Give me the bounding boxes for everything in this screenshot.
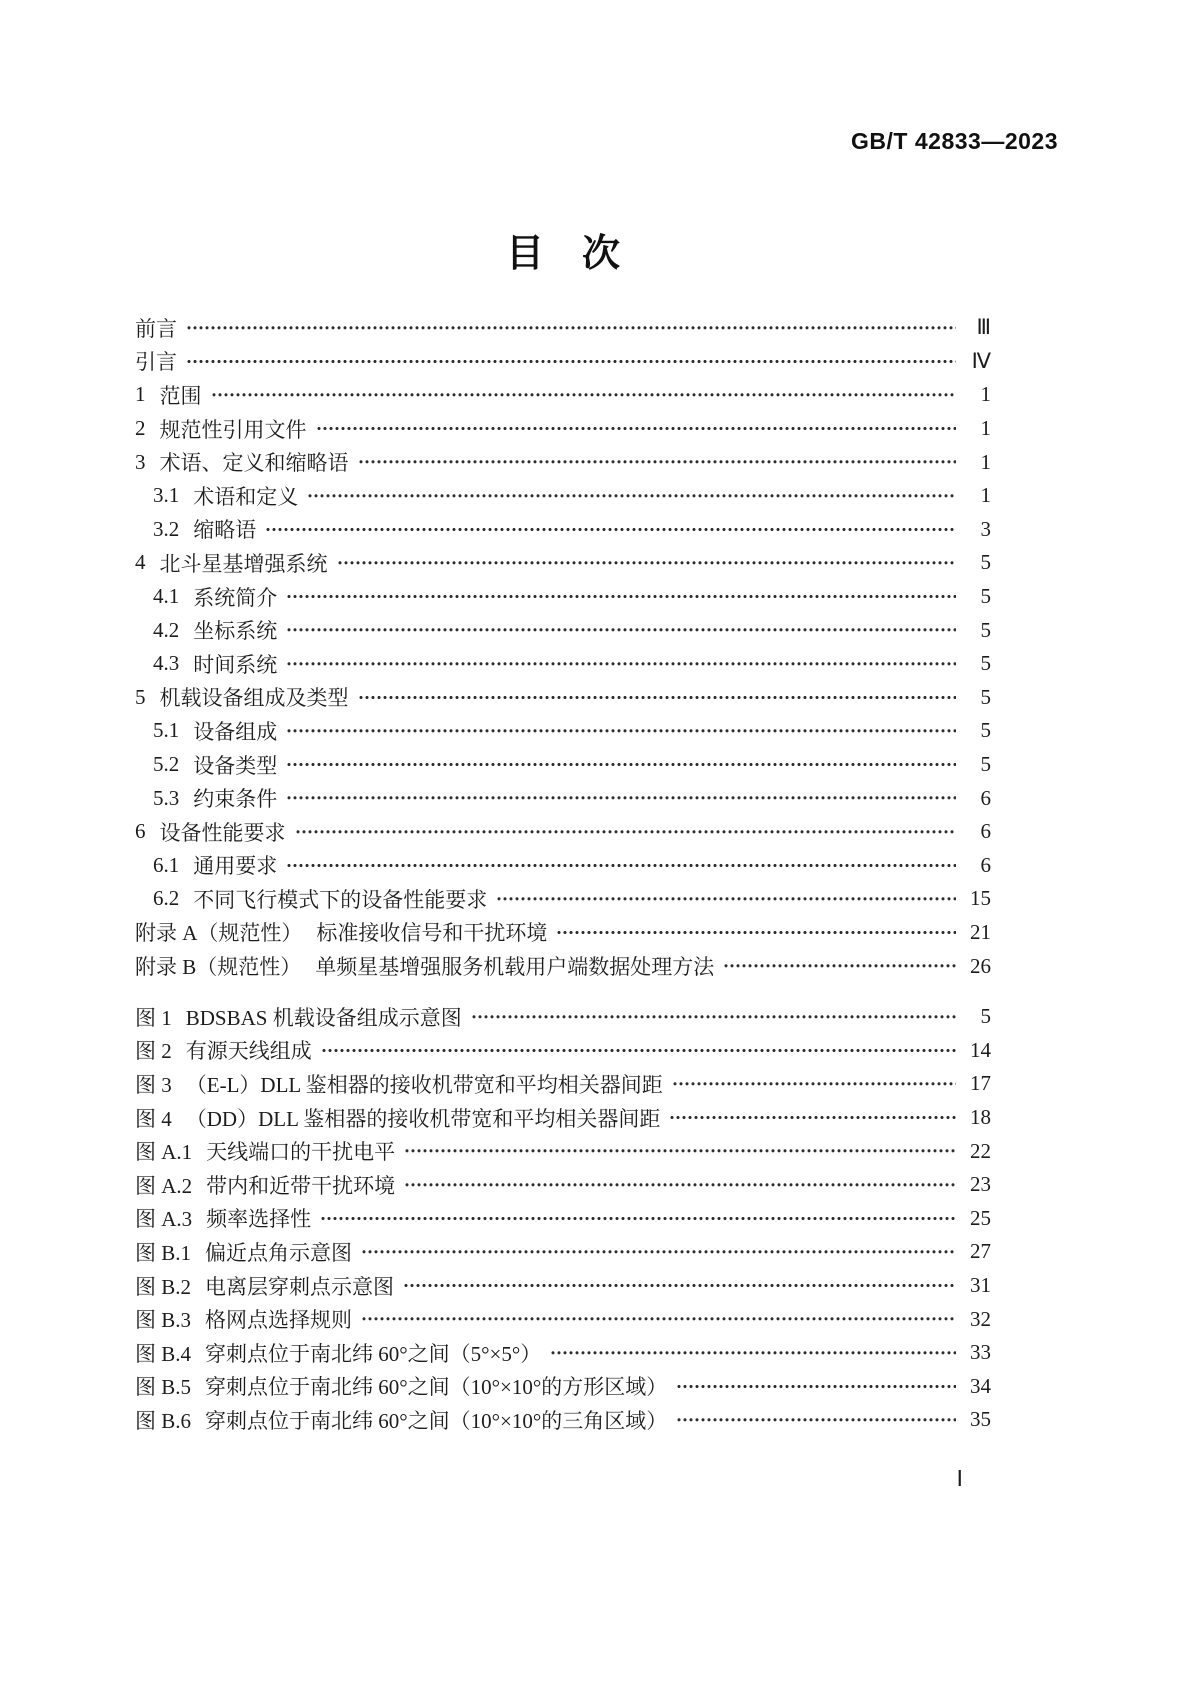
figure-entry-title: 穿刺点位于南北纬 60°之间（10°×10°的方形区域） xyxy=(205,1375,668,1400)
toc-entry-page-number: 5 xyxy=(980,651,991,676)
toc-entry-row xyxy=(135,882,991,916)
figure-entry-number: 图 1 xyxy=(135,1005,172,1030)
dot-leader xyxy=(361,1302,956,1336)
dot-leader xyxy=(403,1269,956,1303)
standard-number: GB/T 42833—2023 xyxy=(851,128,1058,154)
figure-entry-page-number: 35 xyxy=(970,1407,991,1432)
toc-entry-title: 标准接收信号和干扰环境 xyxy=(316,921,548,946)
toc-entry-row xyxy=(135,580,991,614)
toc-entry-title: 坐标系统 xyxy=(193,619,278,644)
toc-entry-page-number: 5 xyxy=(980,718,991,743)
figure-entry-number: 图 B.3 xyxy=(135,1308,192,1333)
toc-entry-number: 5.3 xyxy=(153,785,180,810)
toc-entry-row xyxy=(135,345,991,379)
toc-entry-page-number: 5 xyxy=(980,752,991,777)
toc-entry-page-number: 3 xyxy=(980,516,991,541)
dot-leader xyxy=(316,412,957,446)
toc-entry-row xyxy=(135,479,991,513)
toc-entry-page-number: 6 xyxy=(980,819,991,844)
toc-entry-page-number: 1 xyxy=(980,416,991,441)
figure-entry-title: 带内和近带干扰环境 xyxy=(206,1173,396,1198)
dot-leader xyxy=(307,479,956,513)
toc-entry-number: 附录 A（规范性） xyxy=(135,921,303,946)
dot-leader xyxy=(321,1034,956,1068)
figure-entry-row xyxy=(135,1101,991,1135)
dot-leader xyxy=(286,748,956,782)
toc-entry-title: 规范性引用文件 xyxy=(159,417,307,442)
dot-leader xyxy=(358,681,957,715)
dot-leader xyxy=(286,714,956,748)
toc-entry-number: 6.1 xyxy=(153,852,180,877)
dot-leader xyxy=(556,916,956,950)
toc-entry-row xyxy=(135,546,991,580)
toc-entry-title: 设备性能要求 xyxy=(159,820,286,845)
toc-list xyxy=(135,311,991,983)
dot-leader xyxy=(723,949,956,983)
figure-entry-title: 天线端口的干扰电平 xyxy=(206,1140,396,1165)
toc-entry-title: 缩略语 xyxy=(193,518,257,543)
toc-entry-title: 约束条件 xyxy=(193,787,278,812)
figure-entry-row xyxy=(135,1000,991,1034)
toc-entry-row xyxy=(135,311,991,345)
dot-leader xyxy=(358,445,957,479)
dot-leader xyxy=(211,378,957,412)
toc-entry-row xyxy=(135,681,991,715)
toc-entry-row xyxy=(135,378,991,412)
dot-leader xyxy=(295,815,957,849)
figure-entry-row xyxy=(135,1235,991,1269)
toc-entry-page-number: 5 xyxy=(980,617,991,642)
dot-leader xyxy=(320,1202,956,1236)
figure-entry-number: 图 B.2 xyxy=(135,1274,192,1299)
figure-entry-row xyxy=(135,1269,991,1303)
toc-entry-title: 通用要求 xyxy=(193,854,278,879)
figure-entry-number: 图 B.4 xyxy=(135,1341,192,1366)
toc-entry-page-number: 5 xyxy=(980,684,991,709)
figure-entry-number: 图 A.2 xyxy=(135,1173,193,1198)
figure-entry-row xyxy=(135,1168,991,1202)
toc-entry-page-number: 1 xyxy=(980,483,991,508)
toc-entry-page-number: 5 xyxy=(980,584,991,609)
page-title: 目 次 xyxy=(505,233,620,275)
toc-entry-row xyxy=(135,613,991,647)
toc-entry-number: 5.2 xyxy=(153,752,180,777)
figure-entry-number: 图 A.3 xyxy=(135,1207,193,1232)
toc-entry-page-number: 6 xyxy=(980,852,991,877)
figure-entry-row xyxy=(135,1134,991,1168)
toc-entry-number: 附录 B（规范性） xyxy=(135,955,302,980)
figure-entry-page-number: 14 xyxy=(970,1037,991,1062)
toc-entry-row xyxy=(135,412,991,446)
figure-entry-number: 图 A.1 xyxy=(135,1140,193,1165)
dot-leader xyxy=(337,546,957,580)
toc-entry-number: 4 xyxy=(135,550,146,575)
toc-entry-title: 术语和定义 xyxy=(193,484,299,509)
figure-entry-number: 图 2 xyxy=(135,1039,172,1064)
figure-entry-page-number: 17 xyxy=(970,1071,991,1096)
dot-leader xyxy=(186,311,956,345)
toc-entry-row xyxy=(135,714,991,748)
toc-entry-page-number: 5 xyxy=(980,550,991,575)
toc-entry-title: 前言 xyxy=(135,316,177,341)
toc-entry-row xyxy=(135,849,991,883)
figure-entry-page-number: 31 xyxy=(970,1273,991,1298)
dot-leader xyxy=(550,1336,956,1370)
figure-entry-row xyxy=(135,1403,991,1437)
dot-leader xyxy=(676,1370,956,1404)
dot-leader xyxy=(669,1101,956,1135)
toc-entry-title: 系统简介 xyxy=(193,585,278,610)
dot-leader xyxy=(286,781,956,815)
toc-entry-title: 范围 xyxy=(159,383,202,408)
figure-entry-title: 穿刺点位于南北纬 60°之间（5°×5°） xyxy=(205,1341,542,1366)
figure-entry-page-number: 23 xyxy=(970,1172,991,1197)
dot-leader xyxy=(496,882,956,916)
toc-entry-number: 6.2 xyxy=(153,886,180,911)
figure-entry-title: BDSBAS 机载设备组成示意图 xyxy=(185,1005,462,1030)
figure-entry-number: 图 B.5 xyxy=(135,1375,192,1400)
figure-toc-list xyxy=(135,1000,991,1437)
figure-entry-page-number: 25 xyxy=(970,1205,991,1230)
toc-entry-title: 单频星基增强服务机载用户端数据处理方法 xyxy=(315,955,715,980)
figure-entry-title: 穿刺点位于南北纬 60°之间（10°×10°的三角区域） xyxy=(205,1408,668,1433)
figure-entry-page-number: 32 xyxy=(970,1306,991,1331)
toc-entry-number: 3 xyxy=(135,449,146,474)
dot-leader xyxy=(186,345,956,379)
toc-entry-title: 北斗星基增强系统 xyxy=(159,551,328,576)
toc-entry-row xyxy=(135,949,991,983)
figure-entry-row xyxy=(135,1370,991,1404)
dot-leader xyxy=(286,580,956,614)
toc-entry-number: 4.2 xyxy=(153,617,180,642)
toc-entry-number: 6 xyxy=(135,819,146,844)
toc-entry-row xyxy=(135,647,991,681)
toc-entry-title: 引言 xyxy=(135,350,177,375)
dot-leader xyxy=(471,1000,956,1034)
toc-entry-page-number: 6 xyxy=(980,785,991,810)
figure-entry-page-number: 22 xyxy=(970,1138,991,1163)
figure-entry-title: 格网点选择规则 xyxy=(205,1308,353,1333)
toc-entry-page-number: Ⅳ xyxy=(971,348,991,373)
figure-entry-title: 偏近点角示意图 xyxy=(205,1240,353,1265)
toc-entry-row xyxy=(135,916,991,950)
toc-entry-title: 术语、定义和缩略语 xyxy=(159,451,349,476)
dot-leader xyxy=(361,1235,956,1269)
figure-entry-page-number: 34 xyxy=(970,1373,991,1398)
toc-entry-number: 5.1 xyxy=(153,718,180,743)
toc-entry-title: 机载设备组成及类型 xyxy=(159,686,349,711)
figure-entry-number: 图 B.1 xyxy=(135,1240,192,1265)
toc-entry-title: 不同飞行模式下的设备性能要求 xyxy=(193,887,488,912)
figure-entry-number: 图 3 xyxy=(135,1072,172,1097)
toc-entry-row xyxy=(135,748,991,782)
figure-entry-title: 有源天线组成 xyxy=(185,1039,312,1064)
toc-entry-row xyxy=(135,781,991,815)
figure-entry-number: 图 4 xyxy=(135,1106,172,1131)
figure-entry-title: （E-L）DLL 鉴相器的接收机带宽和平均相关器间距 xyxy=(185,1072,663,1097)
figure-entry-row xyxy=(135,1336,991,1370)
figure-entry-row xyxy=(135,1034,991,1068)
toc-entry-page-number: 26 xyxy=(970,953,991,978)
dot-leader xyxy=(286,647,956,681)
toc-entry-page-number: 1 xyxy=(980,449,991,474)
dot-leader xyxy=(676,1403,956,1437)
figure-entry-page-number: 5 xyxy=(980,1004,991,1029)
dot-leader xyxy=(286,849,956,883)
figure-entry-row xyxy=(135,1202,991,1236)
dot-leader xyxy=(404,1134,956,1168)
dot-leader xyxy=(672,1067,956,1101)
toc-entry-number: 1 xyxy=(135,382,146,407)
figure-entry-title: 频率选择性 xyxy=(206,1207,312,1232)
dot-leader xyxy=(404,1168,956,1202)
toc-entry-number: 5 xyxy=(135,684,146,709)
figure-entry-title: 电离层穿刺点示意图 xyxy=(205,1274,395,1299)
toc-entry-title: 设备组成 xyxy=(193,719,278,744)
toc-entry-page-number: 1 xyxy=(980,382,991,407)
toc-entry-title: 时间系统 xyxy=(193,652,278,677)
dot-leader xyxy=(265,513,956,547)
figure-entry-row xyxy=(135,1302,991,1336)
figure-entry-number: 图 B.6 xyxy=(135,1408,192,1433)
toc-entry-row xyxy=(135,815,991,849)
toc-entry-page-number: Ⅲ xyxy=(976,315,991,340)
figure-entry-title: （DD）DLL 鉴相器的接收机带宽和平均相关器间距 xyxy=(185,1106,661,1131)
toc-entry-row xyxy=(135,445,991,479)
figure-entry-page-number: 27 xyxy=(970,1239,991,1264)
page-number: Ⅰ xyxy=(956,1466,963,1491)
toc-entry-number: 3.1 xyxy=(153,483,180,508)
toc-entry-number: 2 xyxy=(135,416,146,441)
figure-entry-page-number: 33 xyxy=(970,1340,991,1365)
figure-entry-page-number: 18 xyxy=(970,1105,991,1130)
toc-entry-row xyxy=(135,513,991,547)
toc-entry-number: 3.2 xyxy=(153,516,180,541)
toc-entry-number: 4.1 xyxy=(153,584,180,609)
toc-entry-number: 4.3 xyxy=(153,651,180,676)
toc-entry-page-number: 21 xyxy=(970,919,991,944)
toc-entry-title: 设备类型 xyxy=(193,753,278,778)
figure-entry-row xyxy=(135,1067,991,1101)
toc-entry-page-number: 15 xyxy=(970,886,991,911)
dot-leader xyxy=(286,613,956,647)
